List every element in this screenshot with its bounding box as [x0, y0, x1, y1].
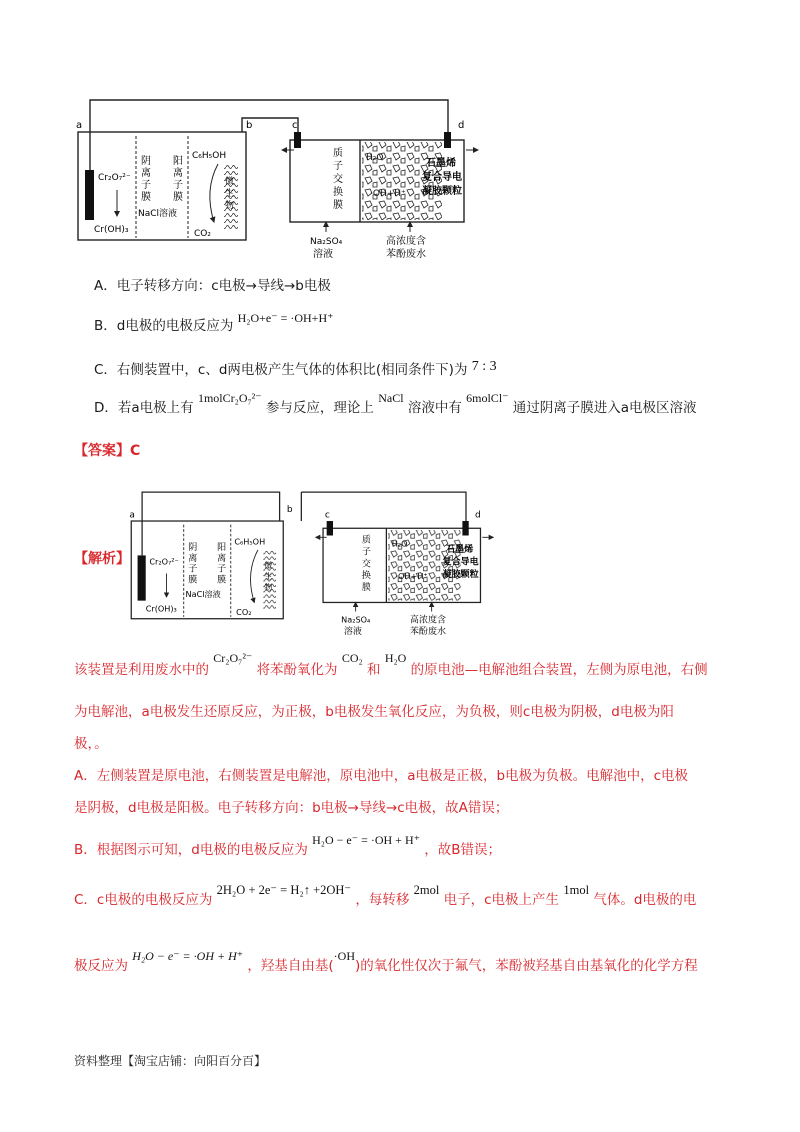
label-anion-membrane	[141, 155, 151, 203]
label-electrode-a: a	[76, 120, 83, 131]
microbe-char: 微	[264, 560, 273, 571]
membrane-char: 膜	[188, 575, 198, 586]
label-dichromate-2: Cr₂O₇²⁻	[149, 556, 179, 567]
label-graphene	[422, 156, 462, 197]
label-electrode-d-2: d	[475, 510, 481, 521]
svg-text:膜: 膜	[141, 192, 151, 203]
analysis-text: 气体。d电极的电	[593, 892, 697, 908]
analysis-line-2: 为电解池，a电极发生还原反应，为正极，b电极发生氧化反应，为负极，则c电极为阴极，d电极为阳	[74, 704, 674, 720]
label-na2so4: Na₂SO₄	[310, 237, 343, 247]
label-waste-water-2a: 高浓度含	[409, 615, 447, 626]
label-phenol-2: C₆H₅OH	[234, 536, 266, 547]
analysis-formula: 2H₂O + 2e⁻ = H₂↑ +2OH⁻	[216, 883, 352, 897]
membrane-char: 子	[217, 564, 227, 575]
svg-text:离: 离	[141, 168, 151, 179]
svg-text:阳: 阳	[173, 156, 183, 167]
analysis-formula: 2mol	[413, 883, 440, 897]
analysis-text: )的氧化性仅次于氟气，苯酚被羟基自由基氧化的化学方程	[355, 958, 698, 974]
label-proton-membrane	[333, 146, 343, 211]
membrane-char: 子	[188, 564, 198, 575]
label-microbe	[225, 175, 234, 211]
svg-text:物: 物	[225, 201, 235, 211]
galvanic-cell	[78, 132, 246, 240]
svg-text:换: 换	[333, 187, 343, 198]
analysis-text: 极反应为	[74, 958, 128, 974]
label-electrode-c: c	[292, 120, 298, 131]
option-b	[94, 311, 334, 336]
option-b-text: B．d电极的电极反应为	[94, 318, 234, 334]
label-radical: ·OH+H⁺	[370, 189, 406, 199]
option-d-formula-2: NaCl	[378, 391, 404, 405]
svg-text:生: 生	[225, 189, 235, 199]
membrane-char: 阴	[188, 542, 198, 553]
label-nacl-2: NaCl溶液	[185, 589, 221, 600]
svg-text:膜: 膜	[173, 192, 183, 203]
option-d-formula-1: 1molCr₂O₇²⁻	[197, 391, 262, 405]
label-solution-2: 溶液	[343, 627, 362, 638]
proton-char: 膜	[361, 582, 371, 593]
svg-text:交: 交	[333, 174, 343, 185]
label-waste-water-2b: 苯酚废水	[409, 627, 447, 638]
analysis-a-line-1: A．左侧装置是原电池，右侧装置是电解池，原电池中，a电极是正极，b电极为负极。电解池中，c电极	[74, 768, 688, 784]
option-d-text-3: 溶液中有	[407, 400, 462, 416]
svg-text:子: 子	[173, 180, 183, 191]
graphene-line: 凝胶颗粒	[442, 570, 479, 581]
proton-char: 子	[361, 547, 371, 558]
membrane-char: 离	[217, 553, 227, 564]
analysis-b	[74, 833, 502, 860]
analysis-line-1	[74, 651, 708, 680]
analysis-c-line-2	[74, 949, 698, 976]
svg-text:阴: 阴	[141, 156, 151, 167]
analysis-text: 将苯酚氧化为	[256, 662, 338, 678]
label-electrode-b: b	[246, 120, 253, 131]
electrode-d	[444, 132, 451, 148]
label-co2-2: CO₂	[236, 607, 252, 618]
label-solution: 溶液	[313, 249, 333, 260]
svg-text:离: 离	[173, 168, 183, 179]
label-electrode-a-2: a	[129, 510, 135, 521]
analysis-label: 【解析】	[74, 551, 130, 567]
label-waste-water-2: 苯酚废水	[386, 249, 426, 260]
membrane-char: 阳	[217, 542, 227, 553]
option-d-formula-3: 6molCl⁻	[466, 391, 509, 405]
label-dichromate: Cr₂O₇²⁻	[98, 173, 131, 183]
analysis-formula: ·OH	[333, 949, 355, 963]
microbe-char: 生	[264, 570, 273, 581]
graphene-line: 石墨烯	[446, 544, 474, 555]
analysis-text: B．根据图示可知，d电极的电极反应为	[74, 842, 308, 858]
option-d-text-2: 参与反应，理论上	[265, 400, 374, 416]
label-na2so4-2: Na₂SO₄	[341, 614, 371, 625]
proton-char: 换	[361, 571, 371, 582]
option-a: A．电子转移方向：c电极→导线→b电极	[94, 278, 331, 294]
analysis-text: ，故B错误；	[424, 842, 502, 858]
analysis-formula: CO₂	[341, 651, 363, 665]
label-chromium-hydroxide-2: Cr(OH)₃	[145, 603, 177, 614]
analysis-formula: H₂O	[384, 651, 407, 665]
graphene-line: 复合导电	[442, 557, 479, 568]
svg-text:子: 子	[333, 161, 343, 172]
option-c-text: C．右侧装置中，c、d两电极产生气体的体积比(相同条件下)为	[94, 362, 468, 378]
label-nacl: NaCl溶液	[138, 209, 178, 219]
analysis-line-3: 极，。	[74, 736, 108, 752]
svg-text:石墨烯: 石墨烯	[426, 158, 456, 169]
answer-label: 【答案】C	[74, 443, 141, 459]
svg-text:膜: 膜	[333, 200, 343, 211]
proton-char: 质	[361, 535, 371, 546]
analysis-text: ，羟基自由基(	[247, 958, 334, 974]
option-d	[94, 391, 697, 418]
label-chromium-hydroxide: Cr(OH)₃	[94, 225, 129, 235]
analysis-c-line-1	[74, 883, 697, 910]
analysis-formula: H₂O − e⁻ = ·OH + H⁺	[132, 949, 244, 963]
electrode-a-bar	[85, 170, 94, 220]
label-electrode-d: d	[458, 120, 465, 131]
label-water: H₂O	[366, 153, 384, 163]
label-phenol: C₆H₅OH	[192, 151, 227, 161]
analysis-text: 该装置是利用废水中的	[74, 662, 209, 678]
analysis-text: 的原电池—电解池组合装置，左侧为原电池，右侧	[410, 662, 708, 678]
analysis-text: ，每转移	[355, 892, 410, 908]
analysis-formula: 1mol	[563, 883, 590, 897]
analysis-text: 电子，c电极上产生	[443, 892, 560, 908]
label-waste-water-1: 高浓度含	[386, 236, 426, 247]
analysis-text: C．c电极的电极反应为	[74, 892, 213, 908]
membrane-char: 膜	[217, 575, 227, 586]
microbe-char: 物	[264, 581, 273, 592]
label-cation-membrane	[173, 155, 183, 203]
cell-diagram-top	[70, 92, 490, 267]
svg-text:凝胶颗粒: 凝胶颗粒	[422, 186, 462, 197]
label-electrode-b-2: b	[286, 504, 293, 515]
svg-text:复合导电: 复合导电	[422, 172, 462, 183]
svg-text:质: 质	[333, 148, 343, 159]
label-electrode-c-2: c	[324, 510, 330, 521]
electrode-c	[294, 132, 301, 148]
svg-text:子: 子	[141, 180, 151, 191]
svg-text:微: 微	[225, 177, 235, 187]
analysis-formula: H₂O − e⁻ = ·OH + H⁺	[312, 833, 420, 847]
membrane-char: 离	[188, 553, 198, 564]
option-c	[94, 360, 497, 381]
label-radical-2: ·OH+H⁺	[395, 570, 428, 581]
analysis-a-line-2: 是阴极，d电极是阳极。电子转移方向：b电极→导线→c电极，故A错误；	[74, 800, 509, 816]
option-c-formula: 7 : 3	[471, 359, 497, 374]
analysis-text: 和	[367, 662, 381, 678]
option-b-formula: H₂O+e⁻ = ·OH+H⁺	[237, 311, 334, 325]
analysis-formula: Cr₂O₇²⁻	[213, 651, 253, 665]
proton-char: 交	[361, 559, 371, 570]
footer-source: 资料整理【淘宝店铺：向阳百分百】	[74, 1054, 267, 1068]
option-d-text-1: D．若a电极上有	[94, 400, 194, 416]
label-water-2: H₂O	[391, 538, 408, 549]
option-d-text-4: 通过阴离子膜进入a电极区溶液	[512, 400, 697, 416]
label-co2: CO₂	[194, 229, 211, 239]
cell-diagram-analysis	[124, 484, 504, 644]
